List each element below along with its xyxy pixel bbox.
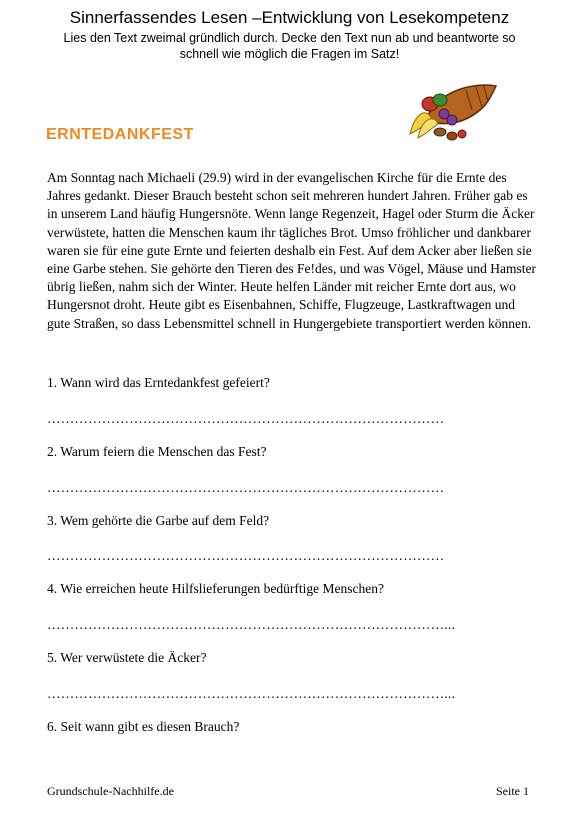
question-5: 5. Wer verwüstete die Äcker? (47, 650, 207, 665)
instruction-line: Lies den Text zweimal gründlich durch. Decke den Text nun ab und beantworte so (63, 31, 516, 45)
question-6: 6. Seit wann gibt es diesen Brauch? (47, 719, 240, 734)
answer-line-5: ……………………………………………………………………………... (47, 686, 456, 701)
question-1: 1. Wann wird das Erntedankfest gefeiert? (47, 375, 270, 390)
instruction-line: schnell wie möglich die Fragen im Satz! (179, 47, 400, 61)
instructions (0, 30, 579, 62)
answer-line-3: …………………………………………………………………………… (47, 548, 445, 563)
question-2: 2. Warum feiern die Menschen das Fest? (47, 444, 267, 459)
footer-source: Grundschule-Nachhilfe.de (47, 784, 174, 798)
answer-line-4: ……………………………………………………………………………... (47, 617, 456, 632)
article-heading: ERNTEDANKFEST (46, 126, 194, 143)
question-4: 4. Wie erreichen heute Hilfslieferungen bedürftige Menschen? (47, 581, 384, 596)
page-number: Seite 1 (496, 784, 529, 798)
article-text: Am Sonntag nach Michaeli (29.9) wird in der evangelischen Kirche für die Ernte des Jahres gedankt. Dieser Brauch besteht schon seit mehreren hundert Jahren. Früher gab es in unserem Land häufig Hungersnöte. Wenn lange Regenzeit, Hagel oder Sturm die Äcker verwüstete, hatten die Menschen kaum ihr tägliches Brot. Umso fröhlicher und dankbarer waren sie für eine gute Ernte und feierten deshalb ein Fest. Auf dem Acker aber ließen sie eine Garbe stehen. Sie gehörte den Tieren des Fe!des, und was Vögel, Mäuse und Hamster übrig ließen, nahm sich der Winter. Heute helfen Länder mit reicher Ernte dort aus, wo Hungersnot droht. Heute gibt es Eisenbahnen, Schiffe, Flugzeuge, Lastkraftwagen und gute Straßen, so dass Lebensmittel schnell in Hungergebiete transportiert werden können. (47, 170, 537, 331)
question-3: 3. Wem gehörte die Garbe auf dem Feld? (47, 513, 270, 528)
worksheet-title: Sinnerfassendes Lesen –Entwicklung von Lesekompetenz (69, 8, 510, 27)
cornucopia-icon (396, 80, 502, 144)
answer-line-2: …………………………………………………………………………… (47, 480, 445, 495)
answer-line-1: …………………………………………………………………………… (47, 411, 445, 426)
